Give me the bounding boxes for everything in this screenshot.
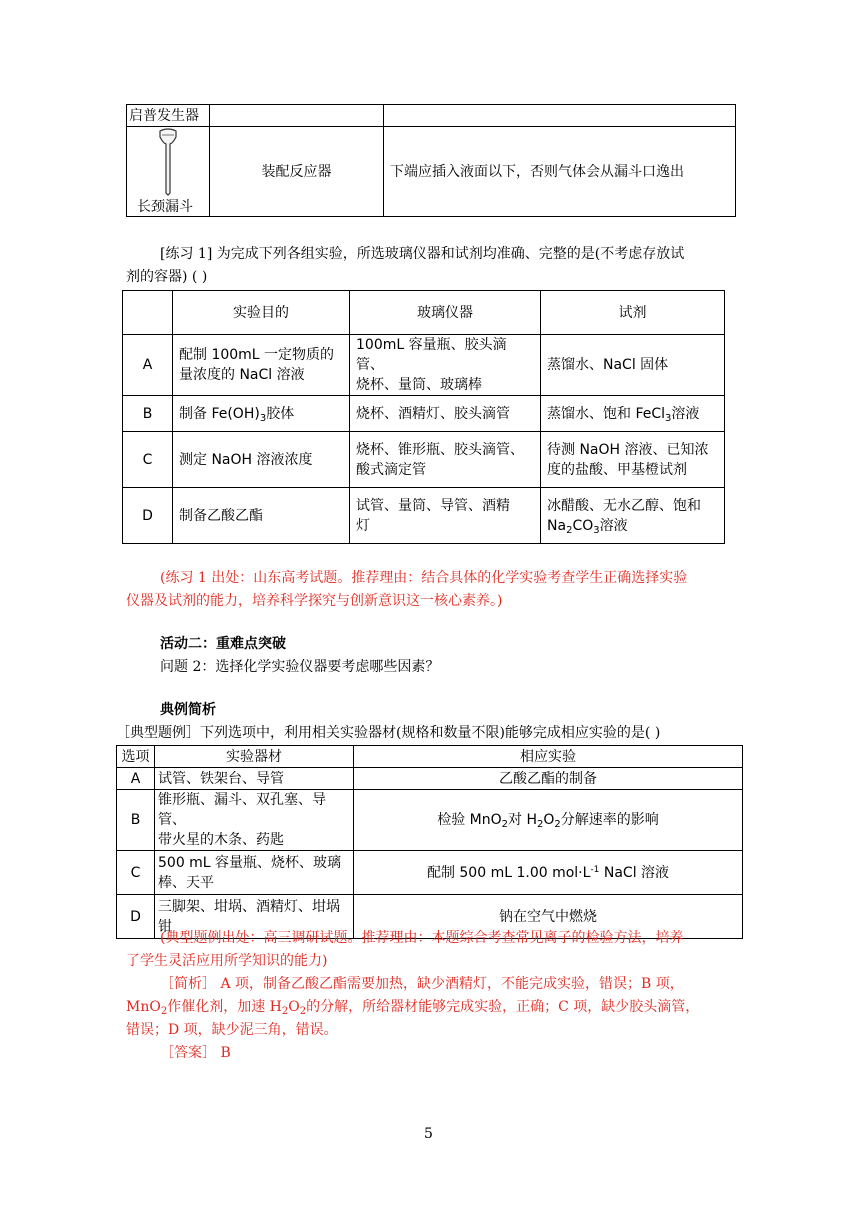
table-row [123,396,725,432]
page-number: 5 [424,1126,433,1142]
table-row [123,488,725,544]
purpose-cell: 制备 $Fe(OH)_3$胶体 [173,396,350,432]
equipment-cell: 500 mL 容量瓶、烧杯、玻璃 棒、天平 [155,851,354,895]
header-cell: 试剂 [541,291,725,335]
apparatus-cell [384,105,736,127]
glassware-cell: 试管、量筒、导管、酒精 灯 [350,488,541,544]
analysis-line2: MnO$_2$作催化剂，加速 $H_2O_2$的分解，所给器材能够完成实验，正确；C 项，缺少胶头滴管， [126,999,700,1017]
funnel-cell [127,127,210,217]
table-row [123,335,725,396]
glassware-cell: 烧杯、酒精灯、胶头滴管 [350,396,541,432]
apparatus-table [126,104,736,217]
option-label: D [123,488,173,544]
exercise1-table [122,290,725,544]
apparatus-cell: 装配反应器 [210,127,384,217]
equipment-cell: 锥形瓶、漏斗、双孔塞、导管、 带火星的木条、药匙 [155,790,354,851]
example-heading: 典例简析 [160,702,216,718]
exercise1-note-line1: (练习 1 出处：山东高考试题。推荐理由：结合具体的化学实验考查学生正确选择实验 [160,570,688,586]
header-cell: 玻璃仪器 [350,291,541,335]
option-label: B [117,790,155,851]
equipment-cell: 三脚架、坩埚、酒精灯、坩埚 钳 [155,895,354,939]
header-cell [123,291,173,335]
table-row [123,432,725,488]
experiment-cell: 钠在空气中燃烧 [354,895,743,939]
purpose-cell: 制备乙酸乙酯 [173,488,350,544]
reagent-cell: 冰醋酸、无水乙醇、饱和 $Na_2CO_3$溶液 [541,488,725,544]
example-table [116,745,743,939]
header-cell: 实验器材 [155,746,354,768]
option-label: B [123,396,173,432]
apparatus-cell: 启普发生器 [127,105,210,127]
option-label: C [117,851,155,895]
purpose-cell: 测定 NaOH 溶液浓度 [173,432,350,488]
header-cell: 实验目的 [173,291,350,335]
glassware-cell: 100mL 容量瓶、胶头滴管、 烧杯、量筒、玻璃棒 [350,335,541,396]
option-label: A [117,768,155,790]
reagent-cell: 蒸馏水、饱和 FeCl$_3$溶液 [541,396,725,432]
experiment-cell: 配制 500 mL 1.00 $mol\cdot L^{-1}$ NaCl 溶液 [354,851,743,895]
option-label: A [123,335,173,396]
apparatus-cell: 下端应插入液面以下，否则气体会从漏斗口逸出 [384,127,736,217]
reagent-cell: 蒸馏水、NaCl 固体 [541,335,725,396]
analysis-line1: ［简析］ A 项，制备乙酸乙酯需要加热，缺少酒精灯，不能完成实验，错误；B 项， [160,976,684,992]
reagent-cell: 待测 NaOH 溶液、已知浓 度的盐酸、甲基橙试剂 [541,432,725,488]
activity2-question: 问题 2：选择化学实验仪器要考虑哪些因素？ [160,659,440,675]
analysis-line3: 错误；D 项，缺少泥三角，错误。 [126,1022,338,1038]
glassware-cell: 烧杯、锥形瓶、胶头滴管、 酸式滴定管 [350,432,541,488]
example-source-line2: 了学生灵活应用所学知识的能力) [126,953,328,969]
exercise1-prompt-line1: [练习 1] 为完成下列各组实验，所选玻璃仪器和试剂均准确、完整的是(不考虑存放试 [160,246,685,262]
experiment-cell: 乙酸乙酯的制备 [354,768,743,790]
equipment-cell: 试管、铁架台、导管 [155,768,354,790]
apparatus-cell [210,105,384,127]
option-label: D [117,895,155,939]
example-source-line1: (典型题例出处：高三调研试题。推荐理由：本题综合考查常见离子的检验方法，培养 [160,930,684,946]
funnel-label: 长颈漏斗 [137,199,193,215]
experiment-cell: 检验 MnO$_2$对 $H_2O_2$分解速率的影响 [354,790,743,851]
table-row [117,790,743,851]
header-cell: 相应实验 [354,746,743,768]
purpose-cell: 配制 100mL 一定物质的 量浓度的 NaCl 溶液 [173,335,350,396]
answer-line: ［答案］ B [160,1045,231,1061]
exercise1-note-line2: 仪器及试剂的能力，培养科学探究与创新意识这一核心素养。) [126,593,503,609]
example-prompt: ［典型题例］下列选项中，利用相关实验器材(规格和数量不限)能够完成相应实验的是( ) [116,725,661,741]
activity2-title: 活动二：重难点突破 [160,636,286,652]
option-label: C [123,432,173,488]
exercise1-prompt-line2: 剂的容器) ( ) [126,269,208,285]
header-cell: 选项 [117,746,155,768]
table-row [117,851,743,895]
table-row [117,768,743,790]
